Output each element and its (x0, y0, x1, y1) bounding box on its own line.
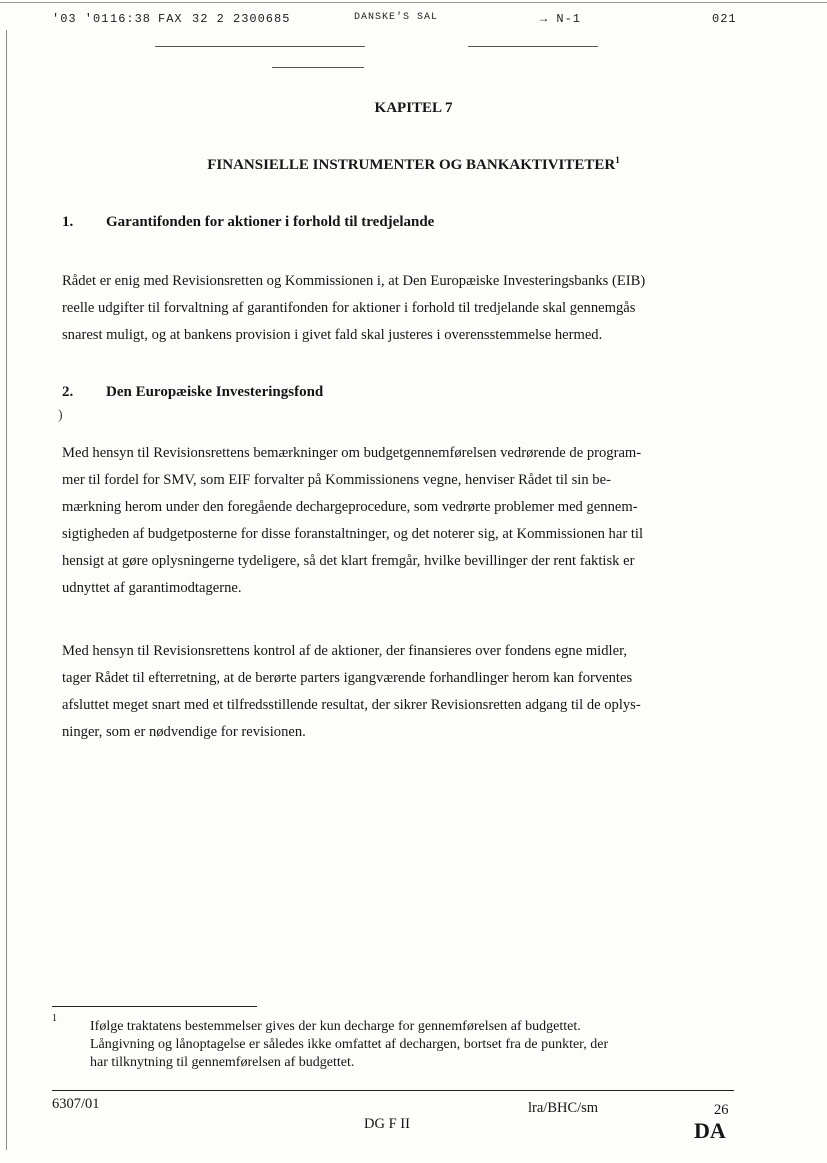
margin-mark: ) (58, 408, 63, 423)
paragraph-line: sigtigheden af budgetposterne for disse foranstaltninger, og det noterer sig, at Kommissionen har til (62, 526, 643, 542)
footnote-line: Långivning og lånoptagelse er således ikke omfattet af dechargen, bortset fra de punkter, der (90, 1037, 609, 1052)
fax-sender: DANSKE'S SAL (354, 12, 439, 23)
fax-rule-3 (272, 67, 364, 68)
fax-rule-1 (155, 46, 365, 47)
paragraph-line: mærkning herom under den foregående dechargeprocedure, som vedrørte problemer med gennem- (62, 499, 638, 515)
footnote (90, 1018, 730, 1072)
paragraph-line: udnyttet af garantimodtagerne. (62, 580, 242, 596)
fax-route: → N-1 (540, 12, 582, 26)
fax-page: 021 (712, 12, 737, 26)
section-2-paragraph-2 (62, 638, 752, 746)
page-number: 26 (714, 1102, 729, 1118)
paragraph-line: snarest muligt, og at bankens provision i givet fald skal justeres i overensstemmelse hermed. (62, 327, 603, 343)
doc-number: 6307/01 (52, 1096, 100, 1112)
paragraph-line: ninger, som er nødvendige for revisionen. (62, 724, 306, 740)
fax-time: 16:38 (110, 12, 152, 26)
fax-label: FAX (158, 12, 183, 26)
section-1-paragraph-1 (62, 268, 752, 349)
directorate: DG F II (364, 1116, 410, 1132)
paragraph-line: Rådet er enig med Revisionsretten og Kommissionen i, at Den Europæiske Investeringsbanks (EIB) (62, 273, 646, 289)
fax-top-rule (0, 2, 827, 3)
footnote-line: Ifølge traktatens bestemmelser gives der kun decharge for gennemførelsen af budgettet. (90, 1019, 581, 1034)
section-title: Den Europæiske Investeringsfond (106, 384, 324, 400)
section-number: 1. (62, 214, 74, 230)
paragraph-line: afsluttet meget snart med et tilfredsstillende resultat, der sikrer Revisionsretten adgang til de oplys- (62, 697, 641, 713)
chapter-heading: KAPITEL 7 (374, 100, 453, 116)
paragraph-line: Med hensyn til Revisionsrettens kontrol af de aktioner, der finansieres over fondens egne midler, (62, 643, 627, 659)
paragraph-line: reelle udgifter til forvaltning af garantifonden for aktioner i forhold til tredjelande skal gennemgås (62, 300, 636, 316)
footnote-line: har tilknytning til gennemførelsen af budgettet. (90, 1055, 355, 1070)
footnote-rule (52, 1006, 257, 1007)
paragraph-line: Med hensyn til Revisionsrettens bemærkninger om budgetgennemførelsen vedrørende de program- (62, 445, 642, 461)
fax-date: '03 '01 (52, 12, 110, 26)
page-title (0, 155, 827, 174)
footer-rule (52, 1090, 734, 1091)
title-text: FINANSIELLE INSTRUMENTER OG BANKAKTIVITETER (207, 157, 616, 173)
author-initials: lra/BHC/sm (528, 1100, 599, 1116)
section-number: 2. (62, 384, 74, 400)
fax-number: 32 2 2300685 (192, 12, 291, 26)
paragraph-line: mer til fordel for SMV, som EIF forvalter på Kommissionens vegne, henviser Rådet til sin be- (62, 472, 611, 488)
language-code: DA (694, 1118, 726, 1143)
section-title: Garantifonden for aktioner i forhold til tredjelande (106, 214, 435, 230)
title-footnote-ref: 1 (615, 155, 620, 165)
left-margin-rule (6, 30, 7, 1150)
section-2-paragraph-1 (62, 440, 752, 602)
footnote-mark: 1 (52, 1013, 57, 1024)
fax-rule-2 (468, 46, 598, 47)
paragraph-line: hensigt at gøre oplysningerne tydeligere, så det klart fremgår, hvilke bevillinger der rent faktisk er (62, 553, 635, 569)
paragraph-line: tager Rådet til efterretning, at de berørte parters igangværende forhandlinger herom kan forventes (62, 670, 633, 686)
fax-header (52, 12, 772, 32)
